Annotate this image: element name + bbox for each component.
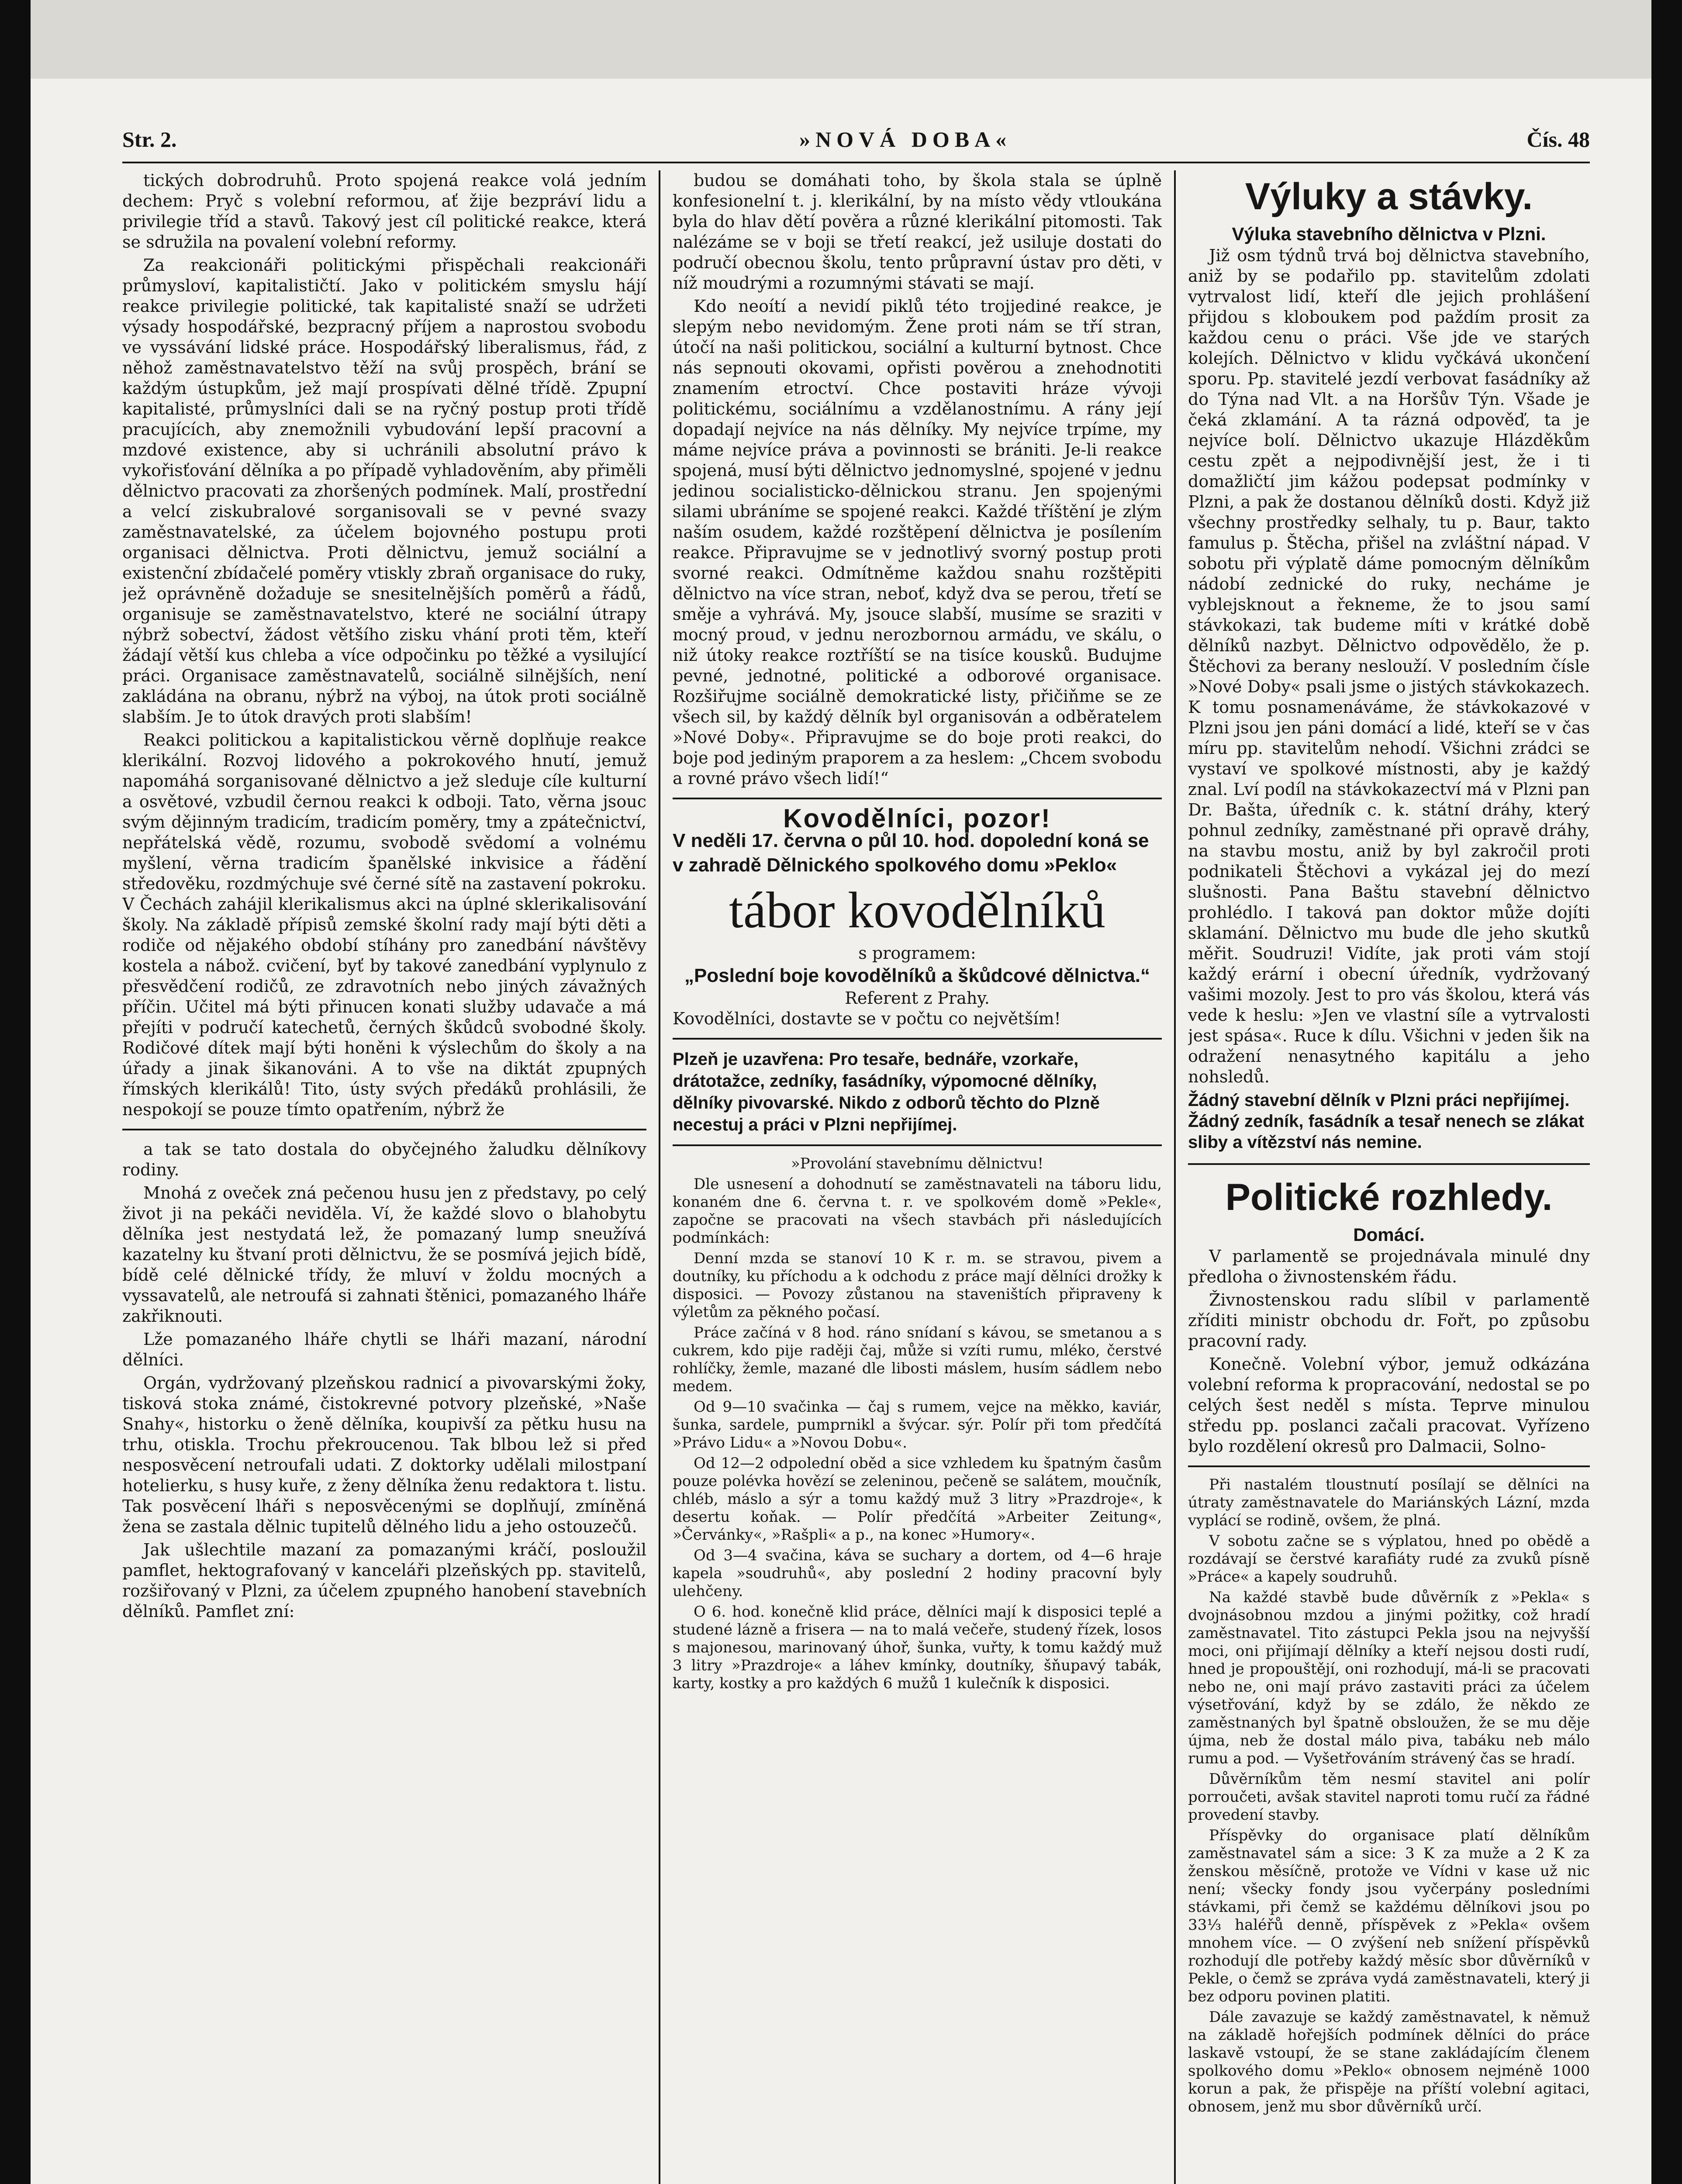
pamphlet-paragraph: Práce začíná v 8 hod. ráno snídaní s kávou, se smetanou a s cukrem, kdo pije raději čaj, může si vzíti rumu, mléko, čerstvé rohlíčky, žemle, mazané dle libosti máslem, husím sádlem nebo medem. bbox=[673, 1324, 1162, 1395]
section-subheadline: Domácí. bbox=[1353, 1224, 1425, 1245]
ad-program: „Poslední boje kovodělníků a škůdcové dělnictva.“ bbox=[684, 965, 1150, 986]
ad-event: tábor kovodělníků bbox=[729, 881, 1105, 939]
page-number: Str. 2. bbox=[122, 127, 177, 152]
section-headline: Výluky a stávky. bbox=[1245, 176, 1533, 218]
masthead: »NOVÁ DOBA« bbox=[799, 127, 1012, 152]
article-paragraph: Lže pomazaného lháře chytli se lháři mazaní, národní dělníci. bbox=[122, 1330, 646, 1369]
scan-margin-left bbox=[0, 0, 31, 2184]
column-middle bbox=[673, 170, 1162, 1695]
article-paragraph: a tak se tato dostala do obyčejného žaludku dělníkovy rodiny. bbox=[122, 1140, 646, 1179]
section-headline: Politické rozhledy. bbox=[1225, 1176, 1553, 1218]
closure-notice: Plzeň je uzavřena: Pro tesaře, bednáře, vzorkaře, drátotažce, zedníky, fasádníky, výpomocné dělníky, dělníky pivovarské. Nikdo z odborů těchto do Plzně necestuj a práci v Plzni nepřijímej. bbox=[673, 1048, 1162, 1146]
pamphlet-paragraph: Na každé stavbě bude důvěrník z »Pekla« s dvojnásobnou mzdou a jinými požitky, což hradí zaměstnavatel. Tito zástupci Pekla jsou na nejvyšší moci, oni přijímají dělníky a kteří nejsou dosti rudí, hned je propouštějí, oni rozhodují, má-li se pracovati nebo ne, oni mají právo zastaviti práci za účelem výsetřování, když by se zdálo, že někdo ze zaměstnaných byl špatně obsloužen, že se mu děje újma, neb že dostal málo piva, tabáku neb málo rumu a pod. — Vyšetřováním strávený čas se hradí. bbox=[1188, 1589, 1590, 1767]
pamphlet-paragraph: Při nastalém tloustnutí posílají se dělníci na útraty zaměstnavatele do Mariánských Lázní, mzda vyplácí se rodině, ovšem, že plná. bbox=[1188, 1476, 1590, 1529]
newspaper-page bbox=[52, 100, 1625, 2184]
ad-speaker: Referent z Prahy. bbox=[845, 988, 990, 1008]
article-bold-appeal: Žádný stavební dělník v Plzni práci nepřijímej. Žádný zedník, fasádník a tesař nenech se zlákat sliby a vítězství nás nemine. bbox=[1188, 1091, 1585, 1152]
scan-margin-right bbox=[1651, 0, 1682, 2184]
issue-number: Čís. 48 bbox=[1527, 127, 1590, 152]
article-paragraph: Reakci politickou a kapitalistickou věrně doplňuje reakce klerikální. Rozvoj lidového a pokrokového hnutí, jemuž napomáhá sorganisované dělnictvo a jež sleduje cíle kulturní a osvětové, vzbudil černou reakci k odboji. Tato, věrna jsouc svým dějinným tradicím, tradicím poměry, tmy a zpátečnictví, nepřátelská vědě, rozumu, svobodě svědomí a volnému myšlení, věrna tradicím španělské inkvisice a řádění středověku, rozdmýchuje své černé sítě na zastavení pokroku. V Čechách zahájil klerikalismus akci na úplné sklerikalisování školy. Na základě přípisů zemské školní rady mají býti děti a rodiče od nějakého období stíhány pro zanedbání návštěvy kostela a nábož. cvičení, byť by takové zanedbání vyplynulo z přesvědčení rodičů, ze zdravotních nebo jiných závažných příčin. Učitel má býti přinucen konati služby udavače a má přejíti v područí katechetů, černých škůdců svobodné školy. Rodičové dítek mají býti honěni k výslechům do školy a na úřady a jinak šikanováni. A to vše na diktát zpupných římských klerikálů! Tito, ústy svých předáků prohlásili, že nespokojí se pouze tímto opatřením, nýbrž že bbox=[122, 730, 646, 1119]
pamphlet-paragraph: O 6. hod. konečně klid práce, dělníci mají k disposici teplé a studené lázně a frisera — na to malá večeře, studený řízek, losos s majonesou, marinovaný úhoř, šunka, vuřty, k tomu každý muž 3 litry »Prazdroje« a láhev kmínky, doutníky, šňupavý tabák, karty, kostky a pro každých 6 mužů 1 kulečník k disposici. bbox=[673, 1603, 1162, 1692]
pamphlet-title: »Provolání stavebnímu dělnictvu! bbox=[791, 1155, 1043, 1172]
ad-intro: V neděli 17. června o půl 10. hod. dopolední koná se v zahradě Dělnického spolkového domu »Peklo« bbox=[673, 830, 1149, 876]
scan-top-band bbox=[31, 0, 1651, 79]
section-subheadline: Výluka stavebního dělnictva v Plzni. bbox=[1232, 224, 1546, 244]
news-item: V parlamentě se projednávala minulé dny předloha o živnostenském řádu. bbox=[1188, 1247, 1590, 1286]
news-item: Konečně. Volební výbor, jemuž odkázána volební reforma k propracování, nedostal se po celých šest neděl s místa. Teprve minulou středu pp. poslanci začali pracovat. Vyřízeno bylo rozdělení okresů pro Dalmacii, Solno- bbox=[1188, 1355, 1590, 1456]
ad-appeal: Kovodělníci, dostavte se v počtu co největším! bbox=[673, 1009, 1061, 1028]
section-divider bbox=[1188, 1465, 1590, 1467]
article-paragraph: Mnohá z oveček zná pečenou husu jen z představy, po celý život ji na pekáči neviděla. Ví, že každé slovo o blahobytu dělníka jest nestydatá lež, že pomazaný lump sneužívá kazatelny ku štvaní proti dělnictvu, že se posmívá jejich bídě, bídě celé dělnické třídy, že mluví v žoldu mocných a vyssavatelů, ale netroufá si zahnati štěnici, pomazaného lháře zakřiknouti. bbox=[122, 1183, 646, 1326]
pamphlet-paragraph: Od 12—2 odpolední oběd a sice vzhledem ku špatným časům pouze polévka hovězí se zeleninou, pečeně se salátem, moučník, chléb, máslo a sýr a tomu každý muž 3 litry »Prazdroje«, k desertu koňak. — Polír předčítá »Arbeiter Zeitung«, »Červánky«, »Rašpli« a p., na konec »Humory«. bbox=[673, 1455, 1162, 1544]
pamphlet-paragraph: Od 9—10 svačinka — čaj s rumem, vejce na měkko, kaviár, šunka, sardele, pumprnikl a švýcar. sýr. Polír při tom předčítá »Právo Lidu« a »Novou Dobu«. bbox=[673, 1398, 1162, 1451]
article-paragraph: Již osm týdnů trvá boj dělnictva stavebního, aniž by se podařilo pp. stavitelům zdolati vytrvalost lidí, kteří dle jejich prohlášení přijdou s kloboukem pod paždím prosit za každou cenu o práci. Vše jde ve starých kolejích. Dělnictvo v klidu vyčkává ukončení sporu. Pp. stavitelé jezdí verbovat fasádníky až do Týna nad Vlt. a na Horšův Týn. Všade je čeká zklamání. A ta rázná odpověď, ta je nejvíce bolí. Dělnictvo ukazuje Hlázděkům cestu zpět a nejpodivnější jest, že i ti domažličtí jim kážou podepsat podmínky v Plzni, a pak že dostanou dělníků dosti. Když již všechny prostředky selhaly, tu p. Baur, takto famulus p. Štěcha, přišel na zvláštní nápad. V sobotu při výplatě dáme pomocným dělníkům nádobí zednické do ruky, necháme je vyblejsknout a řekneme, že to jsou samí stávkokazi, tak budeme míti v krátké době dělníků nazbyt. Dělnictvo odpovědělo, že p. Štěchovi za berany neslouží. V posledním čísle »Nové Doby« psali jsme o jistých stávkokazech. K tomu posnamenáváme, že stávkokazové v Plzni jsou jen páni domácí a lidé, kteří se v čas míru pp. stavitelům nehodí. Všichni zrádci se vystaví ve spolkové místnosti, aby je každý znal. Lví podíl na stávkokazectví má v Plzni pan Dr. Bašta, úředník c. k. státní dráhy, který pohnul zedníky, zaměstnané při opravě dráhy, na stavbu mostu, aniž by byl zakročil proti podnikateli Štěchovi a vykázal jej do mezí slušnosti. Pana Baštu stavební dělnictvo prohlédlo. I taková pan doktor může dojíti sklamání. Dělnictvo mu bude dle jeho skutků měřit. Soudruzi! Vidíte, jak proti vám stojí každý erární i obecní úředník, vydržovaný vašimi mozoly. Jest to pro vás školou, která vás vede k heslu: »Jen ve vlastní síle a vytrvalosti jest spása«. Ruce k dílu. Všichni v jeden šik na odražení nenasytného kapitálu a jeho nohsledů. bbox=[1188, 246, 1590, 1086]
pamphlet-paragraph: Dále zavazuje se každý zaměstnavatel, k němuž na základě hořejších podmínek dělníci do práce laskavě vstoupí, že se stane zakládajícím členem spolkového domu »Peklo« obnosem nejméně 1000 korun a pak, že přispěje na příští volební agitaci, obnosem, jenž mu sbor důvěrníků určí. bbox=[1188, 2008, 1590, 2115]
pamphlet-paragraph: Dle usnesení a dohodnutí se zaměstnavateli na táboru lidu, konaném dne 6. června t. r. ve spolkovém domě »Pekle«, započne se pracovati na všech stavbách při následujících podmínkách: bbox=[673, 1175, 1162, 1247]
pamphlet-paragraph: Denní mzda se stanoví 10 K r. m. se stravou, pivem a doutníky, ku příchodu a k odchodu z práce mají dělníci drožky k disposici. — Povozy zůstanou na staveništích připraveny k výletům za pěkného počasí. bbox=[673, 1250, 1162, 1321]
pamphlet-continuation bbox=[1188, 1476, 1590, 2116]
page-header bbox=[122, 127, 1590, 157]
column-rule bbox=[659, 170, 660, 2184]
section-divider bbox=[122, 1129, 646, 1130]
column-rule bbox=[1174, 170, 1176, 2184]
pamphlet-paragraph: V sobotu začne se s výplatou, hned po obědě a rozdávají se čerstvé karafiáty rudé za zvuků písně »Práce« a kapely soudruhů. bbox=[1188, 1532, 1590, 1586]
ad-title: Kovodělníci, pozor! bbox=[783, 804, 1051, 833]
article-paragraph: Orgán, vydržovaný plzeňskou radnicí a pivovarskými žoky, tisková stoka známé, čistokrevné potvory plzeňské, »Naše Snahy«, historku o ženě dělníka, koupivší za pětku husu na trhu, otiskla. Trochu překroucenou. Tak blbou lež si před nesposvěcení netroufali udati. Z doktorky udělali milostpaní hotelierku, s husy kuře, z ženy dělníka ženu redaktora t. listu. Tak posvěcení lháři s neposvěcenými se doplňují, zmíněná žena se zastala dělnic tupitelů dělného lidu a jeho ostouzečů. bbox=[122, 1373, 646, 1536]
pamphlet-text bbox=[673, 1155, 1162, 1693]
news-item: Živnostenskou radu slíbil v parlamentě zříditi ministr obchodu dr. Fořt, po způsobu pracovní rady. bbox=[1188, 1290, 1590, 1351]
header-rule bbox=[122, 162, 1590, 163]
column-left bbox=[122, 170, 646, 1624]
ad-program-label: s programem: bbox=[858, 943, 976, 963]
pamphlet-paragraph: Důvěrníkům těm nesmí stavitel ani polír porroučeti, avšak stavitel naproti tomu ručí za řádné provedení stavby. bbox=[1188, 1770, 1590, 1824]
article-paragraph: Jak ušlechtile mazaní za pomazanými kráčí, posloužil pamflet, hektografovaný v kanceláři plzeňských pp. stavitelů, rozšiřovaný v Plzni, za účelem zpupného hanobení stavebních dělníků. Pamflet zní: bbox=[122, 1540, 646, 1621]
column-right bbox=[1188, 170, 1590, 2118]
article-paragraph: budou se domáhati toho, by škola stala se úplně konfesionelní t. j. klerikální, by na místo vědy vtloukána byla do hlav dětí pověra a různé klerikální pitomosti. Tak nalézáme se v boji se třetí reakcí, jež usiluje dostati do područí obecnou školu, tento průpravní ústav pro děti, v níž moudrými a rozumnými stávati se mají. bbox=[673, 171, 1162, 293]
advertisement-box bbox=[673, 798, 1162, 1040]
article-paragraph: Za reakcionáři politickými přispěchali reakcionáři průmysloví, kapitalističtí. Jako v politickém smyslu hájí reakce privilegie politické, tak kapitalisté snaží se udržeti výsady hospodářské, bezpracný příjem a naprostou svobodu ve vyssávání lidské práce. Hospodářský liberalismus, řád, z něhož zaměstnavatelstvo těží na svůj prospěch, brání se každým ústupkům, jež mají prospívati dělné třídě. Zpupní kapitalisté, průmyslníci dali se na ryčný postup proti třídě pracujících, aby znemožnili vybudování lepší pracovní a mzdové existence, aby si uchránili absolutní právo k vykořisťování dělníka a po případě vyhladověním, aby přiměli dělnictvo pracovati za zhoršených podmínek. Malí, prostřední a velcí ziskubralové sorganisovali se v pevné svazy zaměstnavatelské, za účelem bojovného postupu proti organisaci dělnictva. Proti dělnictvu, jemuž sociální a existenční zbídačelé poměry vtiskly zbraň organisace do ruky, jež oprávněně dožaduje se snesitelnějších poměrů a řádů, organisuje se zaměstnavatelstvo, které ne sociální útrapy nýbrž sobectví, žádost většího zisku vhání proti těm, kteří žádají větší kus chleba a více odpočinku po těžké a vysilující práci. Organisace zaměstnavatelů, sociálně silnějších, není zakládána na obranu, nýbrž na výboj, na útok proti sociálně slabším. Je to útok dravých proti slabším! bbox=[122, 256, 646, 726]
article-paragraph: tických dobrodruhů. Proto spojená reakce volá jedním dechem: Pryč s volební reformou, ať žije bezpráví lidu a privilegie tříd a stavů. Takový jest cíl politické reakce, která se sdružila na povalení volební reformy. bbox=[122, 171, 646, 252]
pamphlet-paragraph: Příspěvky do organisace platí dělníkům zaměstnavatel sám a sice: 3 K za muže a 2 K za ženskou měsíčně, protože ve Vídni v kase už nic není; všecky fondy jsou vyčerpány posledními stávkami, při čemž se každému dělníkovi jsou po 33⅓ haléřů denně, příspěvek z »Pekla« ovšem mnohem více. — O zvýšení neb snížení příspěvků rozhodují dle potřeby každý měsíc sbor důvěrníků v Pekle, o čemž se zpráva vydá zaměstnavateli, který ji bez odporu povinen platiti. bbox=[1188, 1827, 1590, 2005]
pamphlet-paragraph: Od 3—4 svačina, káva se suchary a dortem, od 4—6 hraje kapela »soudruhů«, aby poslední 2 hodiny pracovní byly ulehčeny. bbox=[673, 1547, 1162, 1600]
article-paragraph: Kdo neoítí a nevidí piklů této trojjediné reakce, je slepým nebo nevidomým. Žene proti nám se tří stran, útočí na naši politickou, sociální a kulturní bytnost. Chce nás sepnouti okovami, opřisti pověrou a znehodnotiti znamením etroctví. Chce postaviti hráze vývoji politickému, sociálnímu a vzdělanostnímu. A rány její dopadají nejvíce na nás dělníky. My nejvíce trpíme, my máme nejvíce práva a povinnosti se brániti. Je-li reakce spojená, musí býti dělnictvo jednomyslné, spojené v jednu jedinou socialisticko-dělnickou stranu. Jen spojenými silami ubráníme se spojené reakci. Každé tříštění je zlým naším osudem, každé rozštěpení dělnictva je posílením reakce. Připravujme se v jednotlivý svorný postup proti svorné reakci. Odmítněme každou snahu rozštěpiti dělnictvo na více stran, neboť, když dva se perou, třetí se směje a vyhrává. My, jsouce slabší, musíme se sraziti v mocný proud, v jednu nerozbornou armádu, ve skálu, o niž útoky reakce roztříští se na tisíce kousků. Budujme pevné, jednotné, politické a odborové organisace. Rozšiřujme sociálně demokratické listy, přičiňme se ze všech sil, by každý dělník byl organisován a odběratelem »Nové Doby«. Připravujme se do boje proti reakci, do boje pod jediným praporem a za heslem: „Chcem svobodu a rovné právo všech lidí!“ bbox=[673, 297, 1162, 788]
section-divider bbox=[1188, 1163, 1590, 1165]
